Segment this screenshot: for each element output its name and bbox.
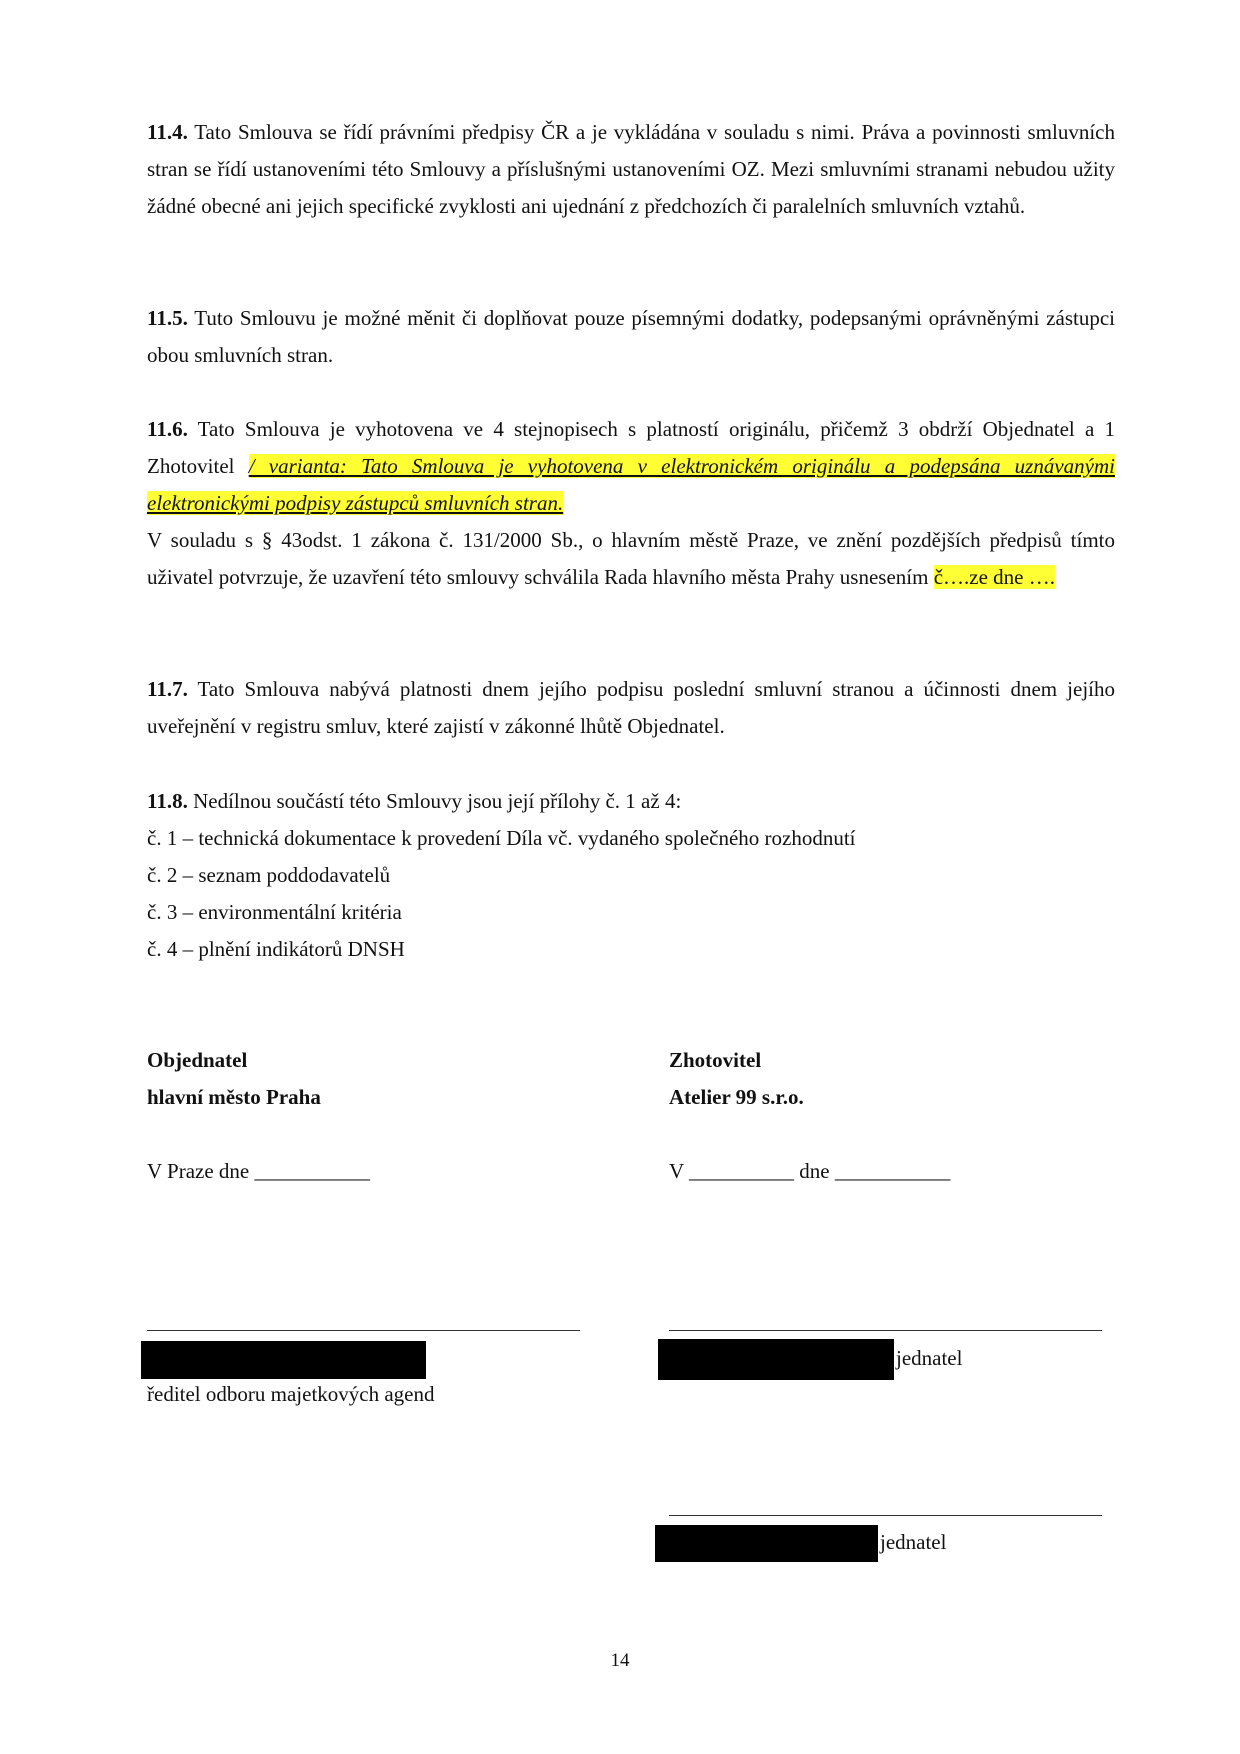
redaction-block [658,1339,894,1380]
place-date-left: V Praze dne ___________ [147,1159,370,1183]
page-number: 14 [610,1650,630,1671]
party-name-left: hlavní město Praha [147,1085,321,1109]
clause-11-6 [147,411,1115,522]
signature-line-right-1 [669,1330,1102,1331]
signer2-title-right: jednatel [880,1530,947,1554]
clause-number: 11.7. [147,677,188,701]
signature-line-left [147,1330,580,1331]
clause-11-8 [147,783,1115,820]
redaction-block [655,1525,878,1562]
signer-title-left: ředitel odboru majetkových agend [147,1382,435,1406]
clause-text: Tuto Smlouvu je možné měnit či doplňovat pouze písemnými dodatky, podepsanými oprávněnými zástupci obou smluvních stran. [147,306,1115,367]
annex-item: č. 1 – technická dokumentace k provedení Díla vč. vydaného společného rozhodnutí [147,826,856,850]
signature-line-right-2 [669,1515,1102,1516]
clause-number: 11.5. [147,306,188,330]
annex-item: č. 3 – environmentální kritéria [147,900,402,924]
clause-text: Tato Smlouva nabývá platnosti dnem jejího podpisu poslední smluvní stranou a účinnosti dnem jejího uveřejnění v registru smluv, které zajistí v zákonné lhůtě Objednatel. [147,677,1115,738]
annex-item: č. 4 – plnění indikátorů DNSH [147,937,405,961]
clause-11-4 [147,114,1115,225]
annex-item: č. 2 – seznam poddodavatelů [147,863,391,887]
place-date-right: V __________ dne ___________ [669,1159,951,1183]
clause-text: Tato Smlouva je vyhotovena ve 4 stejnopisech s platností originálu, přičemž 3 obdrží Objednatel a 1 Zhotovitel [147,417,1115,478]
clause-number: 11.4. [147,120,188,144]
approval-text: V souladu s § 43odst. 1 zákona č. 131/2000 Sb., o hlavním městě Praze, ve znění pozdějších předpisů tímto uživatel potvrzuje, že uzavření této smlouvy schválila Rada hlavního města Prahy usnesením [147,528,1115,589]
resolution-placeholder: č….ze dne …. [933,565,1055,589]
clause-text: Tato Smlouva se řídí právními předpisy ČR a je vykládána v souladu s nimi. Práva a povinnosti smluvních stran se řídí ustanoveními této Smlouvy a příslušnými ustanoveními OZ. Mezi smluvními stranami nebudou užity žádné obecné ani jejich specifické zvyklosti ani ujednání z předchozích či paralelních smluvních vztahů. [147,120,1115,218]
party-role-left: Objednatel [147,1048,248,1072]
clause-text: Nedílnou součástí této Smlouvy jsou její přílohy č. 1 až 4: [187,789,682,813]
party-name-right: Atelier 99 s.r.o. [669,1085,804,1109]
clause-11-7 [147,671,1115,745]
clause-11-5 [147,300,1115,374]
clause-number: 11.8. [147,789,188,813]
clause-number: 11.6. [147,417,188,441]
approval-paragraph [147,522,1115,596]
party-role-right: Zhotovitel [669,1048,762,1072]
redaction-block [141,1341,426,1379]
variant-highlight: / varianta: Tato Smlouva je vyhotovena v elektronickém originálu a podepsána uznávanými elektronickými podpisy zástupců smluvních stran. [147,454,1115,515]
signer1-title-right: jednatel [896,1346,963,1370]
